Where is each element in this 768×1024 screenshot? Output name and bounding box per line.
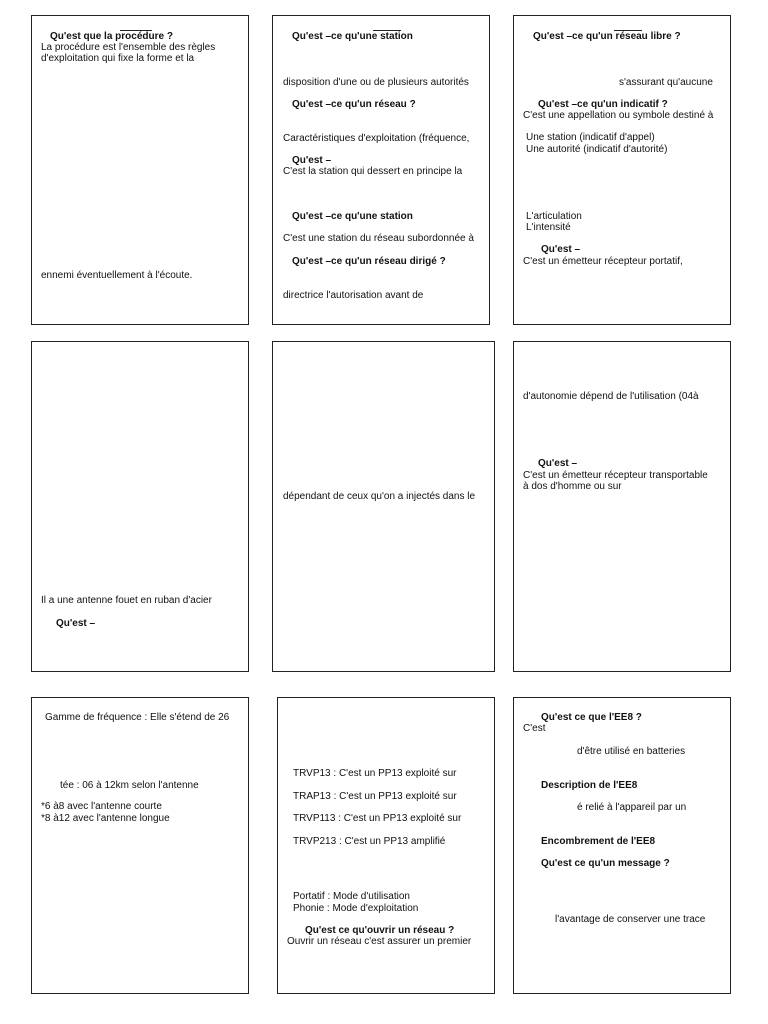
card-text: C'est bbox=[523, 723, 546, 734]
card-heading: Qu'est –ce qu'un réseau dirigé ? bbox=[292, 256, 446, 267]
card-heading: Qu'est – bbox=[56, 618, 96, 629]
card-text: TRAP13 : C'est un PP13 exploité sur bbox=[293, 791, 457, 802]
card-heading: Qu'est – bbox=[292, 155, 332, 166]
card-text: ennemi éventuellement à l'écoute. bbox=[41, 270, 193, 281]
card-heading: Qu'est ce que l'EE8 ? bbox=[541, 712, 642, 723]
card-text: TRVP113 : C'est un PP13 exploité sur bbox=[293, 813, 462, 824]
card-heading: Qu'est que la procédure ? bbox=[50, 31, 173, 42]
card-text: C'est la station qui dessert en principe la bbox=[283, 166, 463, 177]
card-text: é relié à l'appareil par un bbox=[577, 802, 687, 813]
card-text: L'articulation bbox=[526, 211, 582, 222]
card-text: s'assurant qu'aucune bbox=[619, 77, 713, 88]
heading-overline bbox=[373, 30, 401, 31]
card-text: d'être utilisé en batteries bbox=[577, 746, 686, 757]
card-text: l'avantage de conserver une trace bbox=[555, 914, 706, 925]
card-text: directrice l'autorisation avant de bbox=[283, 290, 424, 301]
card-text: d'exploitation qui fixe la forme et la bbox=[41, 53, 195, 64]
card-text: *6 à8 avec l'antenne courte bbox=[41, 801, 162, 812]
card-heading: Qu'est –ce qu'une station bbox=[292, 31, 413, 42]
card-heading: Qu'est –ce qu'une station bbox=[292, 211, 413, 222]
card-text: à dos d'homme ou sur bbox=[523, 481, 622, 492]
card-text: tée : 06 à 12km selon l'antenne bbox=[60, 780, 199, 791]
card-heading: Qu'est – bbox=[538, 458, 578, 469]
card-1 bbox=[31, 15, 249, 325]
card-heading: Qu'est –ce qu'un réseau ? bbox=[292, 99, 416, 110]
card-text: Une station (indicatif d'appel) bbox=[526, 132, 655, 143]
card-7 bbox=[31, 697, 249, 994]
card-4 bbox=[31, 341, 249, 672]
card-text: C'est une station du réseau subordonnée à bbox=[283, 233, 474, 244]
card-9 bbox=[513, 697, 731, 994]
card-text: TRVP213 : C'est un PP13 amplifié bbox=[293, 836, 446, 847]
card-text: Une autorité (indicatif d'autorité) bbox=[526, 144, 668, 155]
heading-overline bbox=[120, 30, 152, 31]
card-text: Phonie : Mode d'exploitation bbox=[293, 903, 419, 914]
heading-overline bbox=[614, 30, 642, 31]
card-text: Ouvrir un réseau c'est assurer un premier bbox=[287, 936, 472, 947]
card-text: dépendant de ceux qu'on a injectés dans le bbox=[283, 491, 476, 502]
card-heading: Qu'est ce qu'un message ? bbox=[541, 858, 670, 869]
card-heading: Qu'est –ce qu'un réseau libre ? bbox=[533, 31, 681, 42]
card-text: C'est une appellation ou symbole destiné à bbox=[523, 110, 714, 121]
card-text: *8 à12 avec l'antenne longue bbox=[41, 813, 170, 824]
card-text: La procédure est l'ensemble des règles bbox=[41, 42, 216, 53]
card-text: Portatif : Mode d'utilisation bbox=[293, 891, 410, 902]
card-2 bbox=[272, 15, 490, 325]
card-text: Gamme de fréquence : Elle s'étend de 26 bbox=[45, 712, 230, 723]
card-5 bbox=[272, 341, 495, 672]
card-heading: Qu'est ce qu'ouvrir un réseau ? bbox=[305, 925, 455, 936]
card-heading: Encombrement de l'EE8 bbox=[541, 836, 656, 847]
card-text: Caractéristiques d'exploitation (fréquence, bbox=[283, 133, 470, 144]
card-text: L'intensité bbox=[526, 222, 571, 233]
card-heading: Qu'est – bbox=[541, 244, 581, 255]
card-heading: Qu'est –ce qu'un indicatif ? bbox=[538, 99, 668, 110]
card-text: C'est un émetteur récepteur transportable bbox=[523, 470, 708, 481]
card-3 bbox=[513, 15, 731, 325]
card-6 bbox=[513, 341, 731, 672]
card-text: Il a une antenne fouet en ruban d'acier bbox=[41, 595, 212, 606]
card-8 bbox=[277, 697, 495, 994]
card-text: disposition d'une ou de plusieurs autorités bbox=[283, 77, 469, 88]
card-text: TRVP13 : C'est un PP13 exploité sur bbox=[293, 768, 457, 779]
card-heading: Description de l'EE8 bbox=[541, 780, 638, 791]
card-text: C'est un émetteur récepteur portatif, bbox=[523, 256, 683, 267]
card-text: d'autonomie dépend de l'utilisation (04à bbox=[523, 391, 699, 402]
